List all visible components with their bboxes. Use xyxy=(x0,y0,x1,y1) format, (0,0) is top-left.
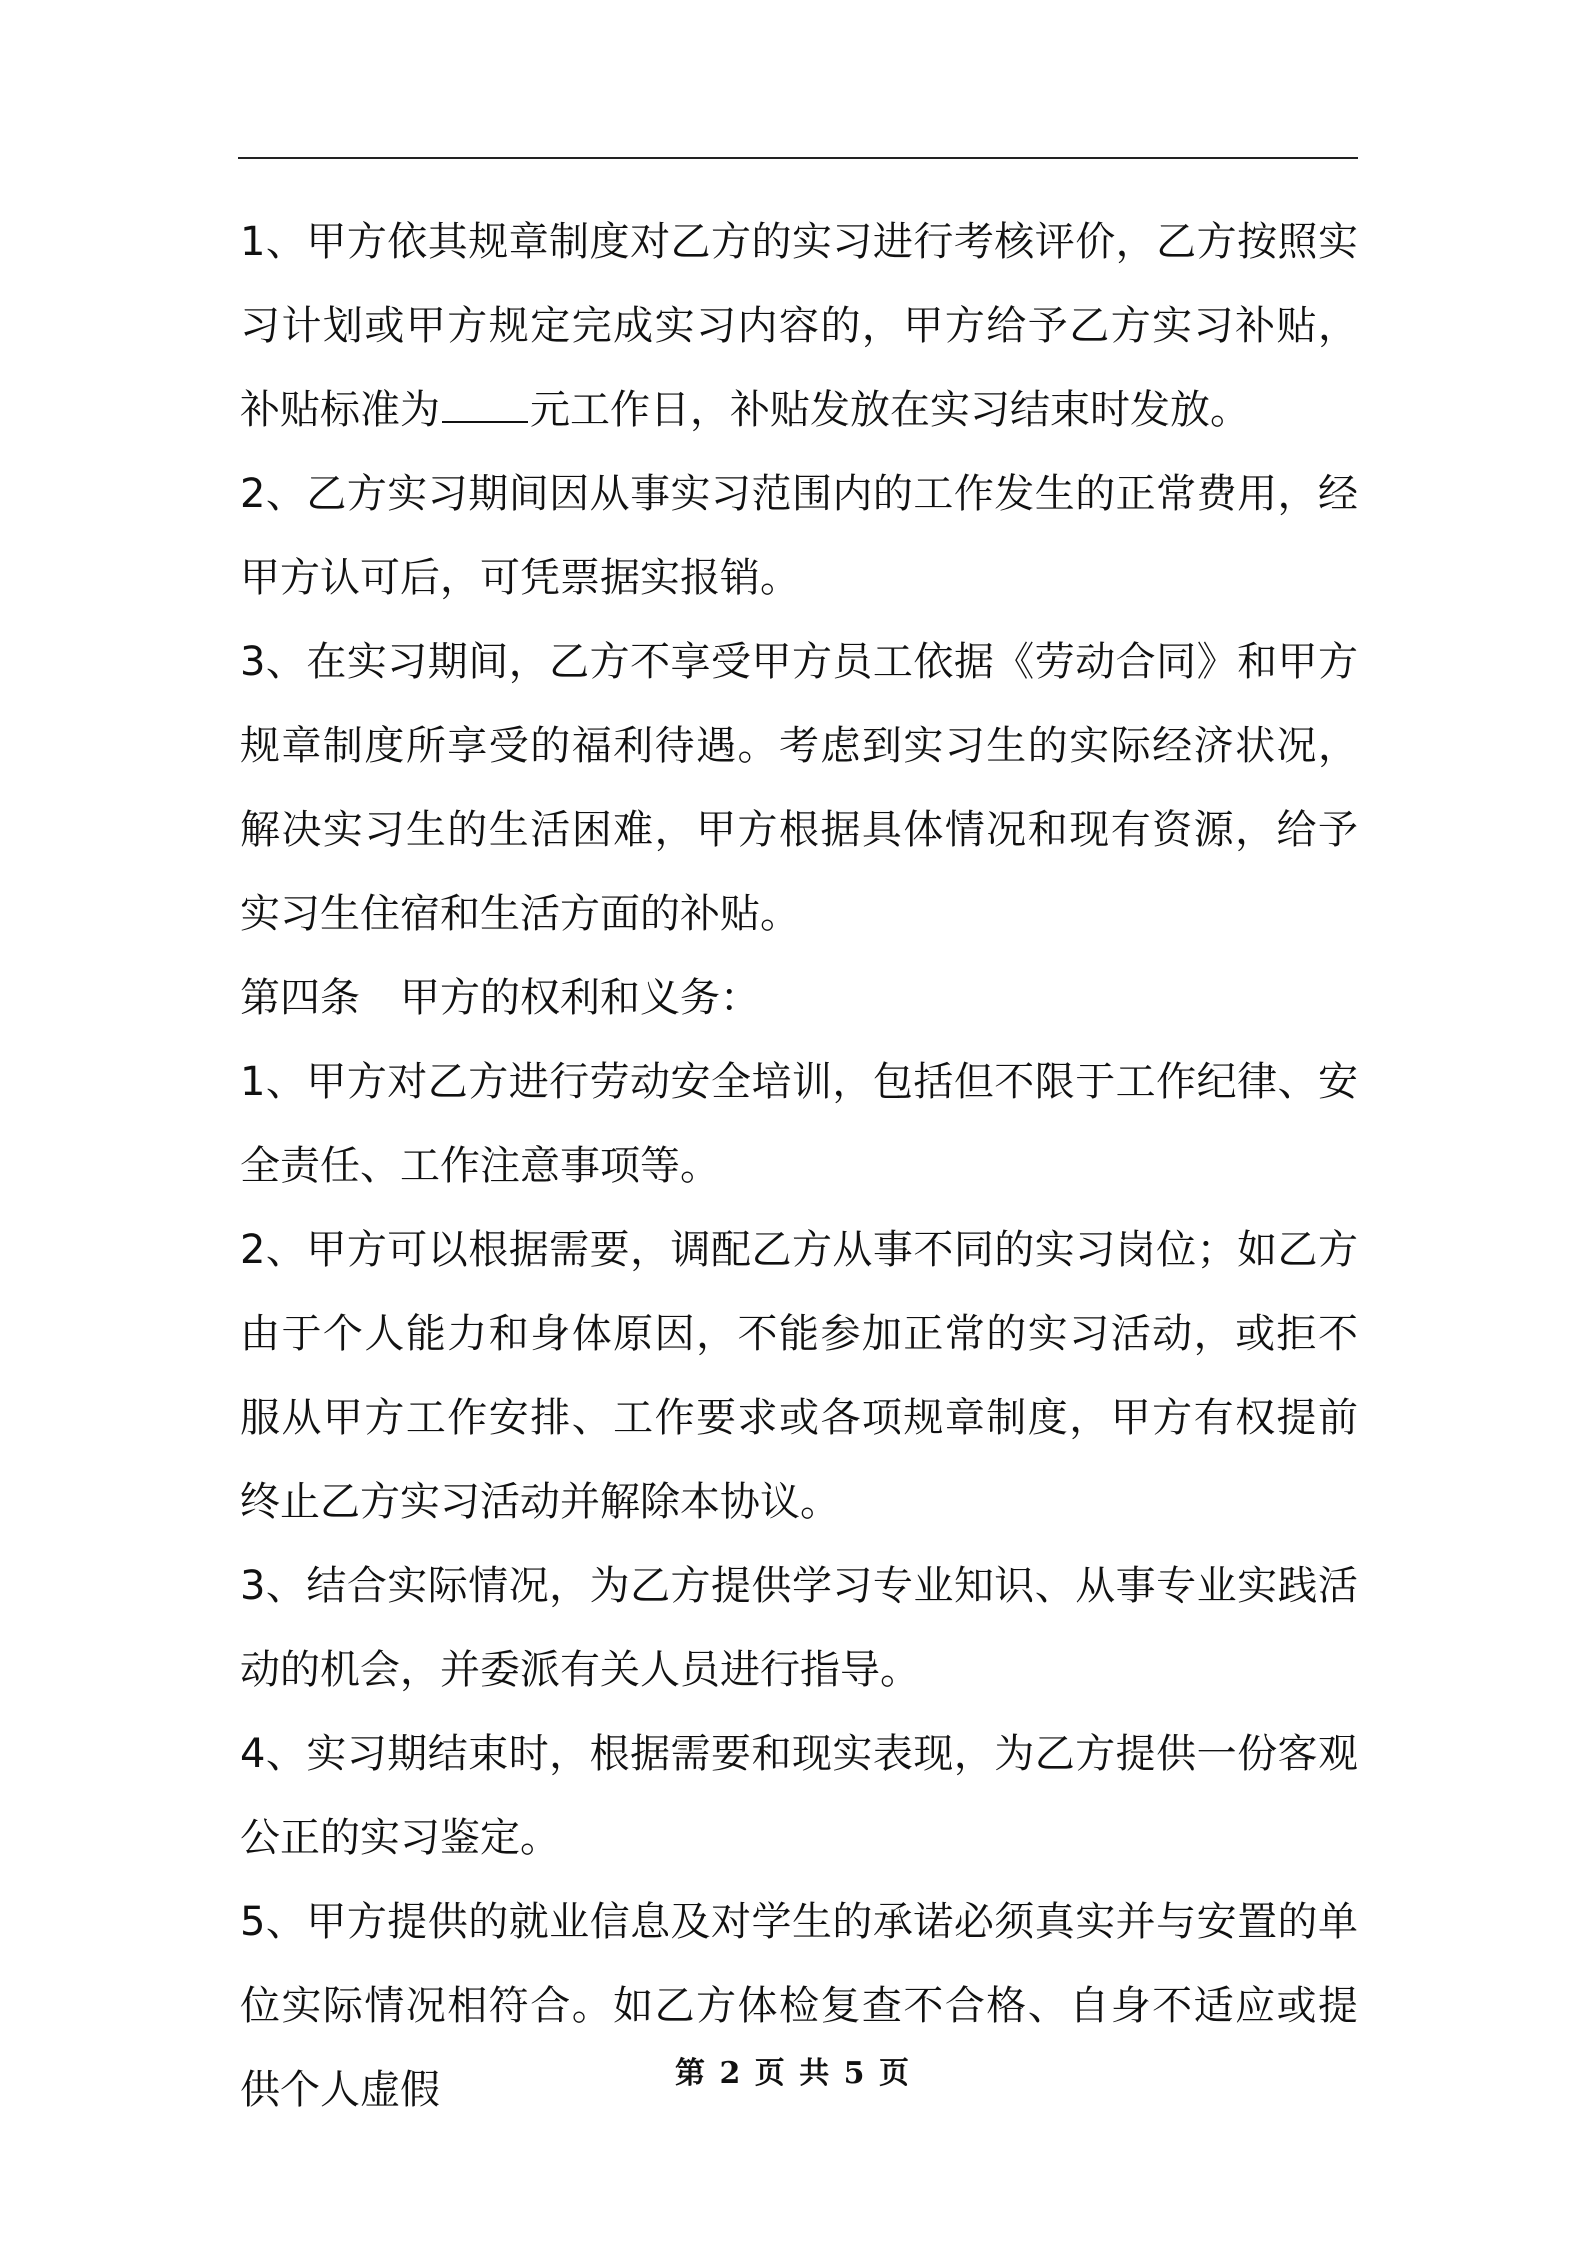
article-4-heading: 第四条 甲方的权利和义务： xyxy=(240,975,760,1021)
article-4-item-1: 1、甲方对乙方进行劳动安全培训，包括但不限于工作纪律、安全责任、工作注意事项等。 xyxy=(240,1059,1358,1189)
article-4-item-2: 2、甲方可以根据需要，调配乙方从事不同的实习岗位；如乙方由于个人能力和身体原因，不能参加正常的实习活动，或拒不服从甲方工作安排、工作要求或各项规章制度，甲方有权提前终止乙方实习活动并解除本协议。 xyxy=(240,1227,1358,1525)
article-4-item-4: 4、实习期结束时，根据需要和现实表现，为乙方提供一份客观公正的实习鉴定。 xyxy=(240,1731,1358,1861)
blank-fill-line xyxy=(442,389,528,423)
clause-3-item-1 xyxy=(240,200,1358,452)
clause-3-item-2: 2、乙方实习期间因从事实习范围内的工作发生的正常费用，经甲方认可后，可凭票据实报销。 xyxy=(240,471,1358,601)
page-number-footer: 第 2 页 共 5 页 xyxy=(675,2056,911,2091)
article-4-item-5: 5、甲方提供的就业信息及对学生的承诺必须真实并与安置的单位实际情况相符合。如乙方体检复查不合格、自身不适应或提供个人虚假 xyxy=(240,1899,1358,2113)
clause-3-item-3: 3、在实习期间，乙方不享受甲方员工依据《劳动合同》和甲方规章制度所享受的福利待遇。考虑到实习生的实际经济状况，解决实习生的生活困难，甲方根据具体情况和现有资源，给予实习生住宿和生活方面的补贴。 xyxy=(240,639,1358,937)
article-4-item-3: 3、结合实际情况，为乙方提供学习专业知识、从事专业实践活动的机会，并委派有关人员进行指导。 xyxy=(240,1563,1358,1693)
clause-3-item-1-text-b: 元工作日，补贴发放在实习结束时发放。 xyxy=(530,387,1250,433)
header-rule xyxy=(238,157,1358,159)
clause-3-item-1-text-a: 1、甲方依其规章制度对乙方的实习进行考核评价，乙方按照实习计划或甲方规定完成实习内容的，甲方给予乙方实习补贴，补贴标准为 xyxy=(240,219,1358,433)
document-body xyxy=(240,200,1358,2132)
